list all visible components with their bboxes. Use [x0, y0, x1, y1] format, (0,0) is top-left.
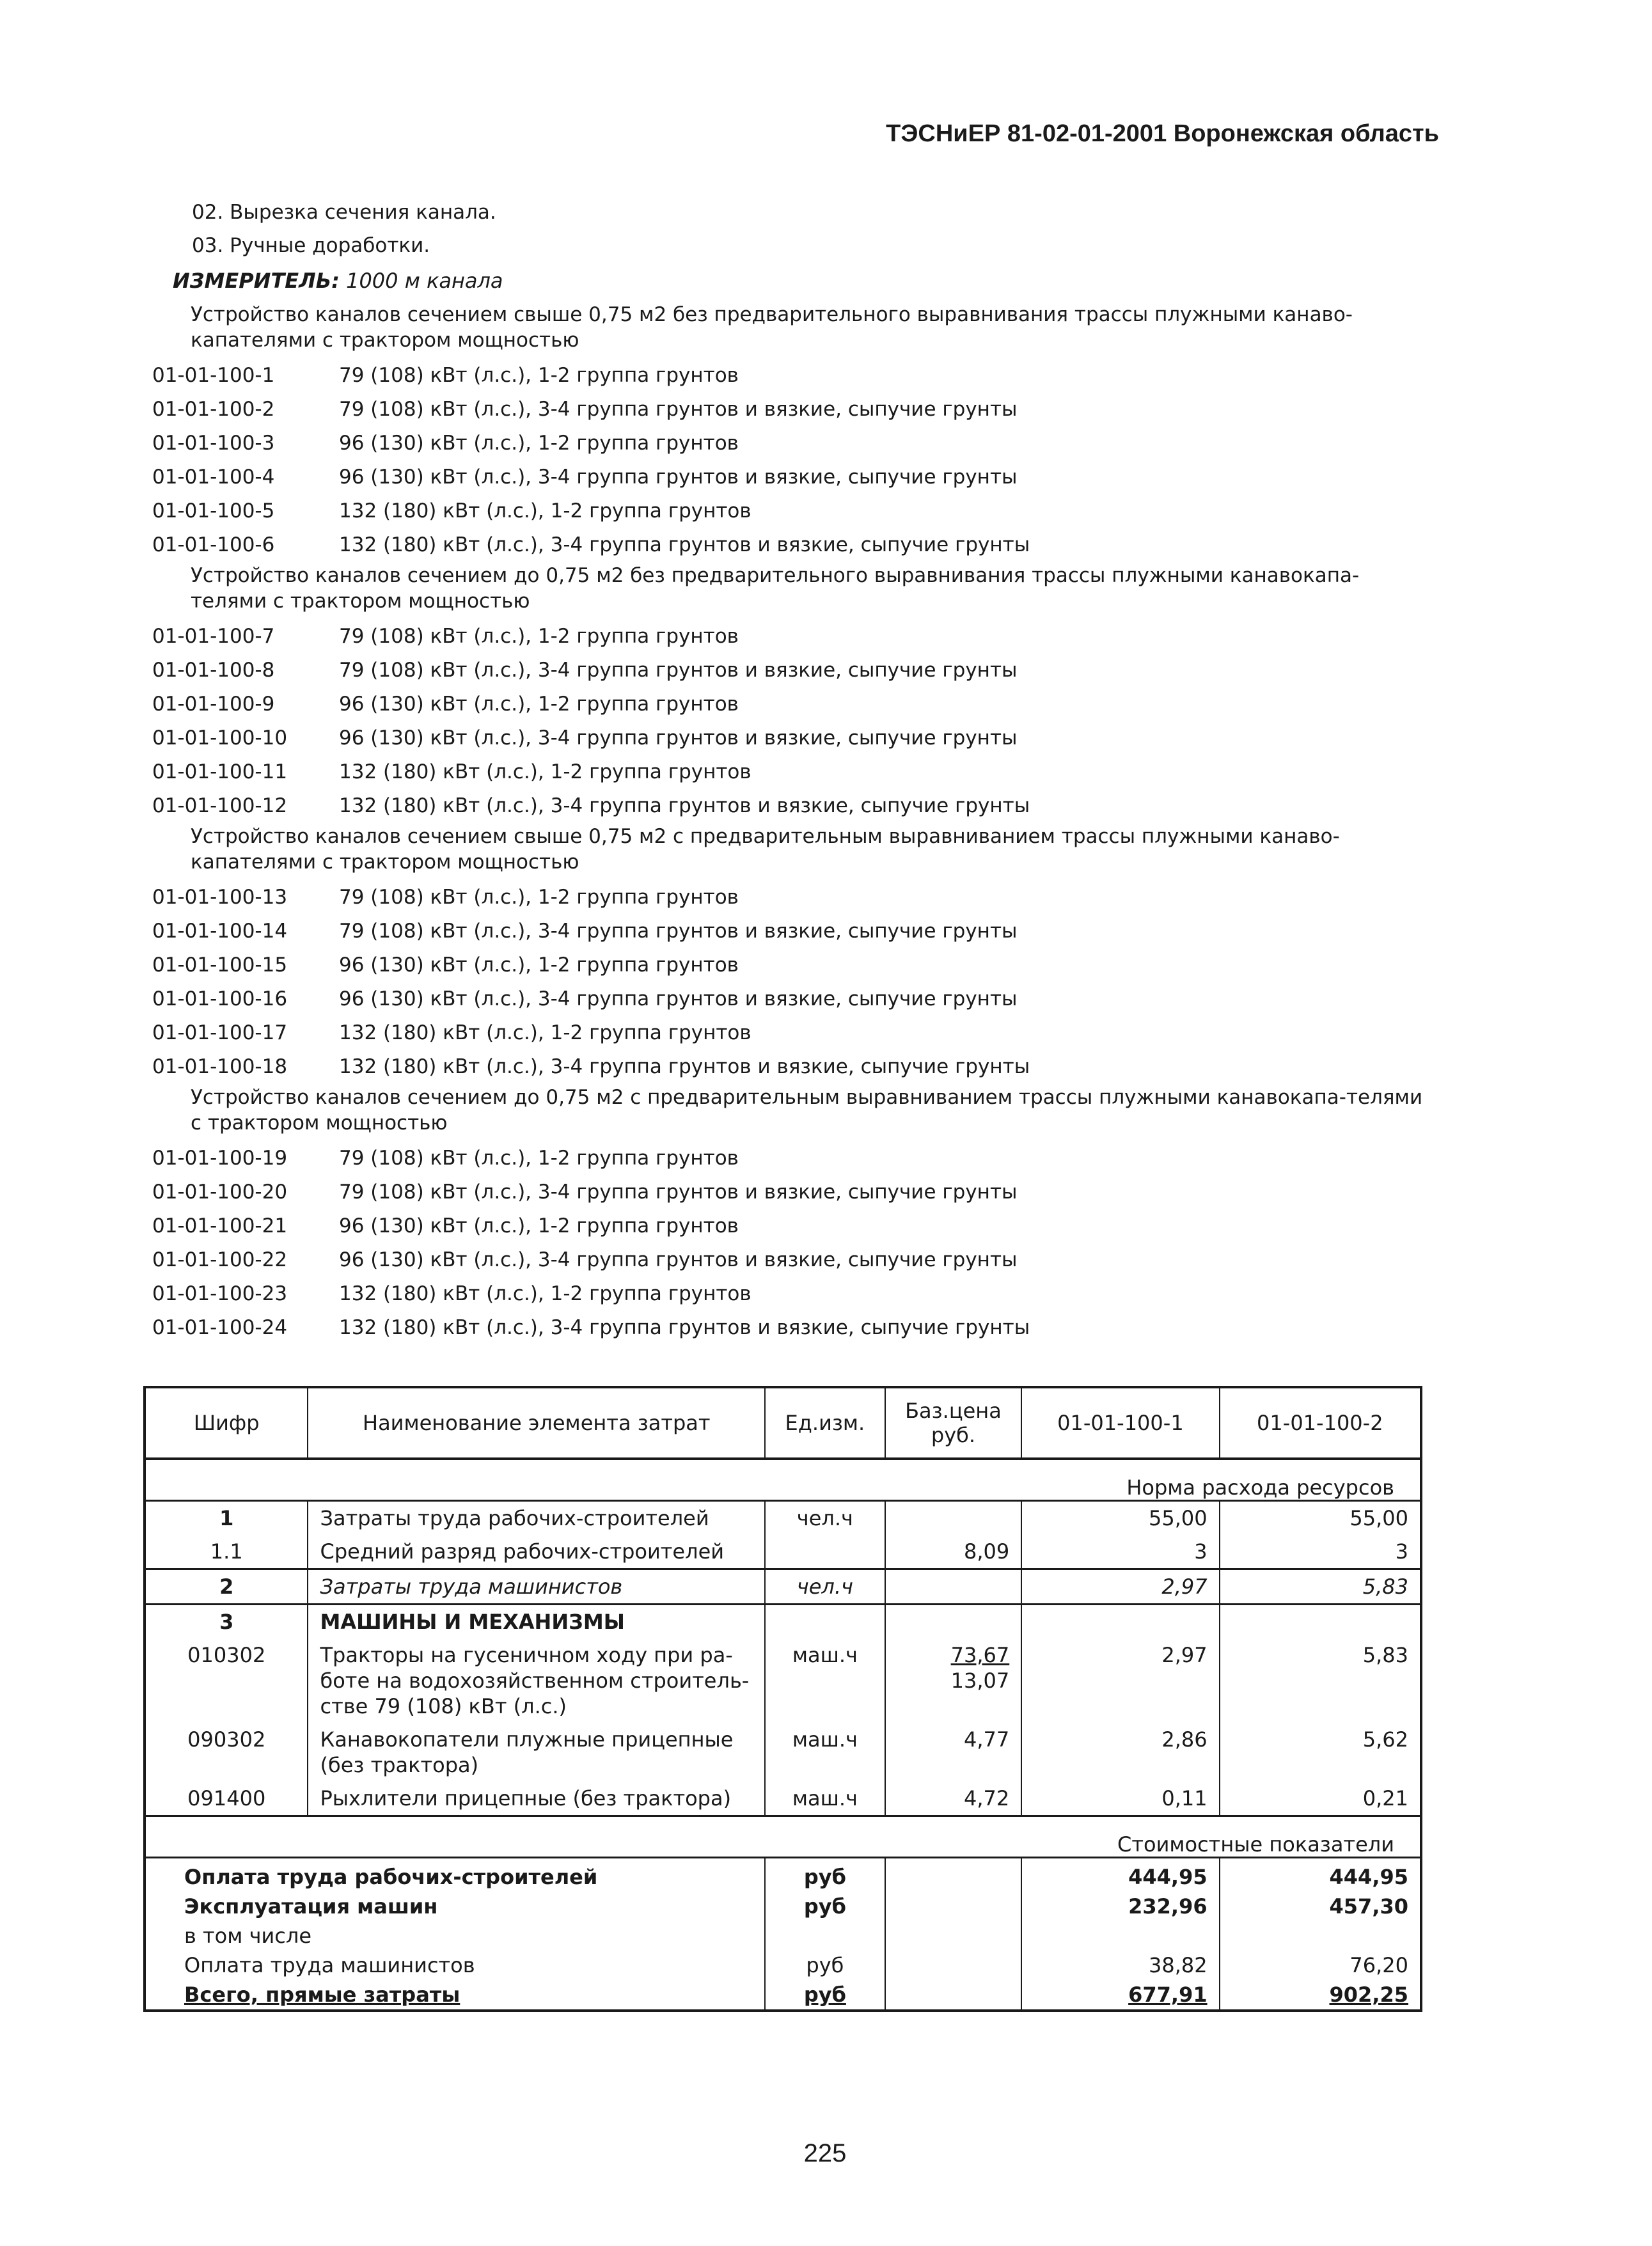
resource-price: [885, 1723, 1022, 1782]
summary-row: [145, 1921, 1421, 1951]
column-header-norm-2: 01-01-100-2: [1220, 1387, 1421, 1459]
norm-description: 79 (108) кВт (л.с.), 3-4 группа грунтов и вязкие, сыпучие грунты: [339, 397, 1018, 421]
norm-row: [152, 755, 1431, 789]
resource-norm-2: 5,83: [1220, 1569, 1421, 1605]
work-steps: [192, 196, 496, 262]
norm-code: 01-01-100-24: [152, 1315, 288, 1339]
resource-code: 091400: [145, 1782, 308, 1816]
summary-price: [885, 1892, 1022, 1921]
norm-row: [152, 1243, 1431, 1276]
norm-row: [152, 1141, 1431, 1175]
norm-row: [152, 1209, 1431, 1243]
norm-description: 132 (180) кВт (л.с.), 3-4 группа грунтов и вязкие, сыпучие грунты: [339, 794, 1030, 817]
norm-row: [152, 494, 1431, 528]
resource-code: 2: [145, 1569, 308, 1605]
norm-description: 132 (180) кВт (л.с.), 1-2 группа грунтов: [339, 499, 751, 522]
norm-description: 79 (108) кВт (л.с.), 3-4 группа грунтов и вязкие, сыпучие грунты: [339, 1180, 1018, 1204]
summary-name: в том числе: [184, 1924, 311, 1948]
price-value: 4,72: [963, 1786, 1010, 1810]
resource-price: [885, 1638, 1022, 1723]
norm-description: 96 (130) кВт (л.с.), 3-4 группа грунтов и вязкие, сыпучие грунты: [339, 465, 1018, 489]
resource-unit: [765, 1605, 885, 1639]
summary-value-2: [1220, 1921, 1421, 1951]
norm-code: 01-01-100-14: [152, 919, 288, 943]
resource-norm-1: 55,00: [1021, 1501, 1219, 1535]
norm-code: 01-01-100-5: [152, 499, 275, 522]
summary-value-1: 232,96: [1021, 1892, 1219, 1921]
summary-price: [885, 1921, 1022, 1951]
norm-description: 79 (108) кВт (л.с.), 1-2 группа грунтов: [339, 363, 739, 387]
norm-description: 132 (180) кВт (л.с.), 1-2 группа грунтов: [339, 760, 751, 783]
norm-description: 96 (130) кВт (л.с.), 3-4 группа грунтов и вязкие, сыпучие грунты: [339, 1248, 1018, 1271]
norm-description: 132 (180) кВт (л.с.), 1-2 группа грунтов: [339, 1282, 751, 1305]
column-header-name: Наименование элемента затрат: [308, 1387, 765, 1459]
norm-row: [152, 460, 1431, 494]
resource-row: [145, 1782, 1421, 1816]
page-header: ТЭСНиЕР 81-02-01-2001 Воронежская область: [886, 120, 1439, 147]
resource-unit: [765, 1535, 885, 1569]
resource-price: [885, 1569, 1022, 1605]
resource-row: [145, 1723, 1421, 1782]
norm-row: [152, 789, 1431, 822]
resource-norm-2: [1220, 1605, 1421, 1639]
resource-norm-1: 2,86: [1021, 1723, 1219, 1782]
resource-row: [145, 1605, 1421, 1639]
resource-norm-2: 3: [1220, 1535, 1421, 1569]
resource-name: Средний разряд рабочих-строителей: [308, 1535, 765, 1569]
norm-code: 01-01-100-20: [152, 1180, 288, 1204]
norm-row: [152, 392, 1431, 426]
norm-code: 01-01-100-13: [152, 885, 288, 909]
norm-group: [152, 302, 1431, 562]
resource-norm-1: [1021, 1605, 1219, 1639]
summary-row: [145, 1980, 1421, 2011]
group-description: Устройство каналов сечением свыше 0,75 м2 с предварительным выравниванием трассы плужными канаво-капателями с трактором мощностью: [191, 825, 1340, 874]
resource-norm-2: 55,00: [1220, 1501, 1421, 1535]
norm-code: 01-01-100-10: [152, 726, 288, 750]
norm-description: 96 (130) кВт (л.с.), 3-4 группа грунтов и вязкие, сыпучие грунты: [339, 987, 1018, 1010]
column-header-unit: Ед.изм.: [765, 1387, 885, 1459]
resource-norm-1: 2,97: [1021, 1638, 1219, 1723]
norm-group: [152, 563, 1431, 822]
norm-code: 01-01-100-1: [152, 363, 275, 387]
norm-code: 01-01-100-7: [152, 624, 275, 648]
summary-value-2: 457,30: [1329, 1894, 1408, 1919]
norm-description: 96 (130) кВт (л.с.), 1-2 группа грунтов: [339, 953, 739, 977]
norm-row: [152, 1016, 1431, 1049]
resource-norm-2: 0,21: [1220, 1782, 1421, 1816]
norm-description: 132 (180) кВт (л.с.), 1-2 группа грунтов: [339, 1021, 751, 1044]
table-header-row: [145, 1387, 1421, 1459]
summary-value-2: 76,20: [1349, 1953, 1408, 1977]
resource-norm-2: 5,83: [1220, 1638, 1421, 1723]
resource-price: [885, 1501, 1022, 1535]
summary-name: Всего, прямые затраты: [184, 1983, 460, 2007]
summary-value-2: 902,25: [1329, 1983, 1408, 2007]
norm-code: 01-01-100-17: [152, 1021, 288, 1044]
column-header-code: Шифр: [145, 1387, 308, 1459]
norm-code: 01-01-100-9: [152, 692, 275, 716]
resource-name: Канавокопатели плужные прицепные (без трактора): [308, 1723, 765, 1782]
resource-norm-1: 2,97: [1021, 1569, 1219, 1605]
resource-row: [145, 1501, 1421, 1535]
norm-row: [152, 1310, 1431, 1344]
norm-row: [152, 948, 1431, 982]
summary-unit: руб: [765, 1858, 885, 1892]
norm-code: 01-01-100-16: [152, 987, 288, 1010]
norm-description: 132 (180) кВт (л.с.), 3-4 группа грунтов и вязкие, сыпучие грунты: [339, 1315, 1030, 1339]
group-description: Устройство каналов сечением до 0,75 м2 без предварительного выравнивания трассы плужными канавокапа-телями с трактором мощностью: [191, 564, 1360, 613]
norm-code: 01-01-100-19: [152, 1146, 288, 1170]
summary-unit: руб: [765, 1892, 885, 1921]
cost-section-title: Стоимостные показатели: [145, 1816, 1421, 1858]
norm-description: 132 (180) кВт (л.с.), 3-4 группа грунтов и вязкие, сыпучие грунты: [339, 533, 1030, 556]
norm-row: [152, 1175, 1431, 1209]
resource-name: Рыхлители прицепные (без трактора): [308, 1782, 765, 1816]
resource-code: 1.1: [145, 1535, 308, 1569]
norm-row: [152, 721, 1431, 755]
norm-group: [152, 1085, 1431, 1344]
price-value: 73,67: [950, 1643, 1010, 1667]
price-header-line: руб.: [931, 1423, 976, 1447]
resource-code: 010302: [145, 1638, 308, 1723]
resource-unit: чел.ч: [765, 1501, 885, 1535]
resource-unit: маш.ч: [765, 1638, 885, 1723]
work-step: 03. Ручные доработки.: [192, 234, 430, 257]
summary-value-1: 444,95: [1021, 1858, 1219, 1892]
summary-value-1: 677,91: [1021, 1980, 1219, 2011]
norm-row: [152, 653, 1431, 687]
price-value: 4,77: [963, 1727, 1010, 1752]
summary-value-1: [1021, 1921, 1219, 1951]
summary-row: [145, 1858, 1421, 1892]
summary-name: Оплата труда рабочих-строителей: [184, 1865, 598, 1889]
norm-code: 01-01-100-4: [152, 465, 275, 489]
norm-row: [152, 358, 1431, 392]
resource-name: Затраты труда рабочих-строителей: [308, 1501, 765, 1535]
norm-row: [152, 1049, 1431, 1083]
resource-code: 3: [145, 1605, 308, 1639]
norm-code: 01-01-100-23: [152, 1282, 288, 1305]
norm-description: 132 (180) кВт (л.с.), 3-4 группа грунтов и вязкие, сыпучие грунты: [339, 1055, 1030, 1078]
norm-row: [152, 914, 1431, 948]
norm-row: [152, 982, 1431, 1016]
summary-row: [145, 1951, 1421, 1980]
resource-code: 1: [145, 1501, 308, 1535]
summary-value-2: 444,95: [1329, 1865, 1408, 1889]
resource-norm-1: 3: [1021, 1535, 1219, 1569]
price-value: 8,09: [963, 1539, 1010, 1564]
resource-row: [145, 1535, 1421, 1569]
summary-row: [145, 1892, 1421, 1921]
norm-code: 01-01-100-22: [152, 1248, 288, 1271]
resource-price: [885, 1535, 1022, 1569]
norm-description: 79 (108) кВт (л.с.), 1-2 группа грунтов: [339, 624, 739, 648]
page-number: 225: [803, 2139, 847, 2167]
resource-code: 090302: [145, 1723, 308, 1782]
column-header-price: [885, 1387, 1022, 1459]
resource-price: [885, 1782, 1022, 1816]
norm-code: 01-01-100-3: [152, 431, 275, 455]
price-value-secondary: 13,07: [950, 1669, 1010, 1693]
price-header-line: Баз.цена: [905, 1399, 1002, 1423]
resource-name: Затраты труда машинистов: [308, 1569, 765, 1605]
norm-row: [152, 619, 1431, 653]
norm-row: [152, 426, 1431, 460]
resource-name: МАШИНЫ И МЕХАНИЗМЫ: [308, 1605, 765, 1639]
summary-price: [885, 1980, 1022, 2011]
norm-code: 01-01-100-6: [152, 533, 275, 556]
resource-name: Тракторы на гусеничном ходу при ра-боте на водохозяйственном строитель-стве 79 (108) кВт (л.с.): [308, 1638, 765, 1723]
norm-description: 79 (108) кВт (л.с.), 3-4 группа грунтов и вязкие, сыпучие грунты: [339, 919, 1018, 943]
group-description: Устройство каналов сечением до 0,75 м2 с предварительным выравниванием трассы плужными канавокапа-телями с трактором мощностью: [191, 1086, 1423, 1135]
norm-description: 96 (130) кВт (л.с.), 1-2 группа грунтов: [339, 692, 739, 716]
norm-code: 01-01-100-11: [152, 760, 288, 783]
norm-description: 79 (108) кВт (л.с.), 1-2 группа грунтов: [339, 885, 739, 909]
measure-line: [173, 269, 503, 293]
resource-unit: маш.ч: [765, 1782, 885, 1816]
resource-norm-1: 0,11: [1021, 1782, 1219, 1816]
work-step: 02. Вырезка сечения канала.: [192, 201, 496, 224]
measure-label: ИЗМЕРИТЕЛЬ:: [173, 269, 340, 293]
norm-description: 96 (130) кВт (л.с.), 1-2 группа грунтов: [339, 431, 739, 455]
summary-unit: руб: [765, 1980, 885, 2011]
summary-value-1: 38,82: [1021, 1951, 1219, 1980]
group-description: Устройство каналов сечением свыше 0,75 м2 без предварительного выравнивания трассы плужными канаво-капателями с трактором мощностью: [191, 303, 1353, 352]
norm-groups: [152, 301, 1431, 1344]
norm-description: 79 (108) кВт (л.с.), 1-2 группа грунтов: [339, 1146, 739, 1170]
resource-unit: чел.ч: [765, 1569, 885, 1605]
measure-value: 1000 м канала: [346, 269, 503, 293]
norm-description: 96 (130) кВт (л.с.), 3-4 группа грунтов и вязкие, сыпучие грунты: [339, 726, 1018, 750]
norm-description: 96 (130) кВт (л.с.), 1-2 группа грунтов: [339, 1214, 739, 1237]
resource-row: [145, 1569, 1421, 1605]
summary-unit: [765, 1921, 885, 1951]
summary-name: Оплата труда машинистов: [184, 1953, 475, 1977]
resources-section-title: Норма расхода ресурсов: [145, 1459, 1421, 1501]
summary-price: [885, 1951, 1022, 1980]
section-row: [145, 1459, 1421, 1501]
norm-code: 01-01-100-2: [152, 397, 275, 421]
norm-group: [152, 824, 1431, 1083]
norm-code: 01-01-100-8: [152, 658, 275, 682]
summary-unit: руб: [765, 1951, 885, 1980]
resource-price: [885, 1605, 1022, 1639]
norm-row: [152, 687, 1431, 721]
section-row: [145, 1816, 1421, 1858]
norm-code: 01-01-100-12: [152, 794, 288, 817]
summary-price: [885, 1858, 1022, 1892]
norm-code: 01-01-100-18: [152, 1055, 288, 1078]
norm-code: 01-01-100-21: [152, 1214, 288, 1237]
norm-row: [152, 528, 1431, 562]
resource-row: [145, 1638, 1421, 1723]
summary-name: Эксплуатация машин: [184, 1894, 438, 1919]
resource-unit: маш.ч: [765, 1723, 885, 1782]
norm-code: 01-01-100-15: [152, 953, 288, 977]
column-header-norm-1: 01-01-100-1: [1021, 1387, 1219, 1459]
resource-norm-2: 5,62: [1220, 1723, 1421, 1782]
cost-table: [143, 1386, 1422, 2012]
norm-description: 79 (108) кВт (л.с.), 3-4 группа грунтов и вязкие, сыпучие грунты: [339, 658, 1018, 682]
norm-row: [152, 1276, 1431, 1310]
norm-row: [152, 880, 1431, 914]
